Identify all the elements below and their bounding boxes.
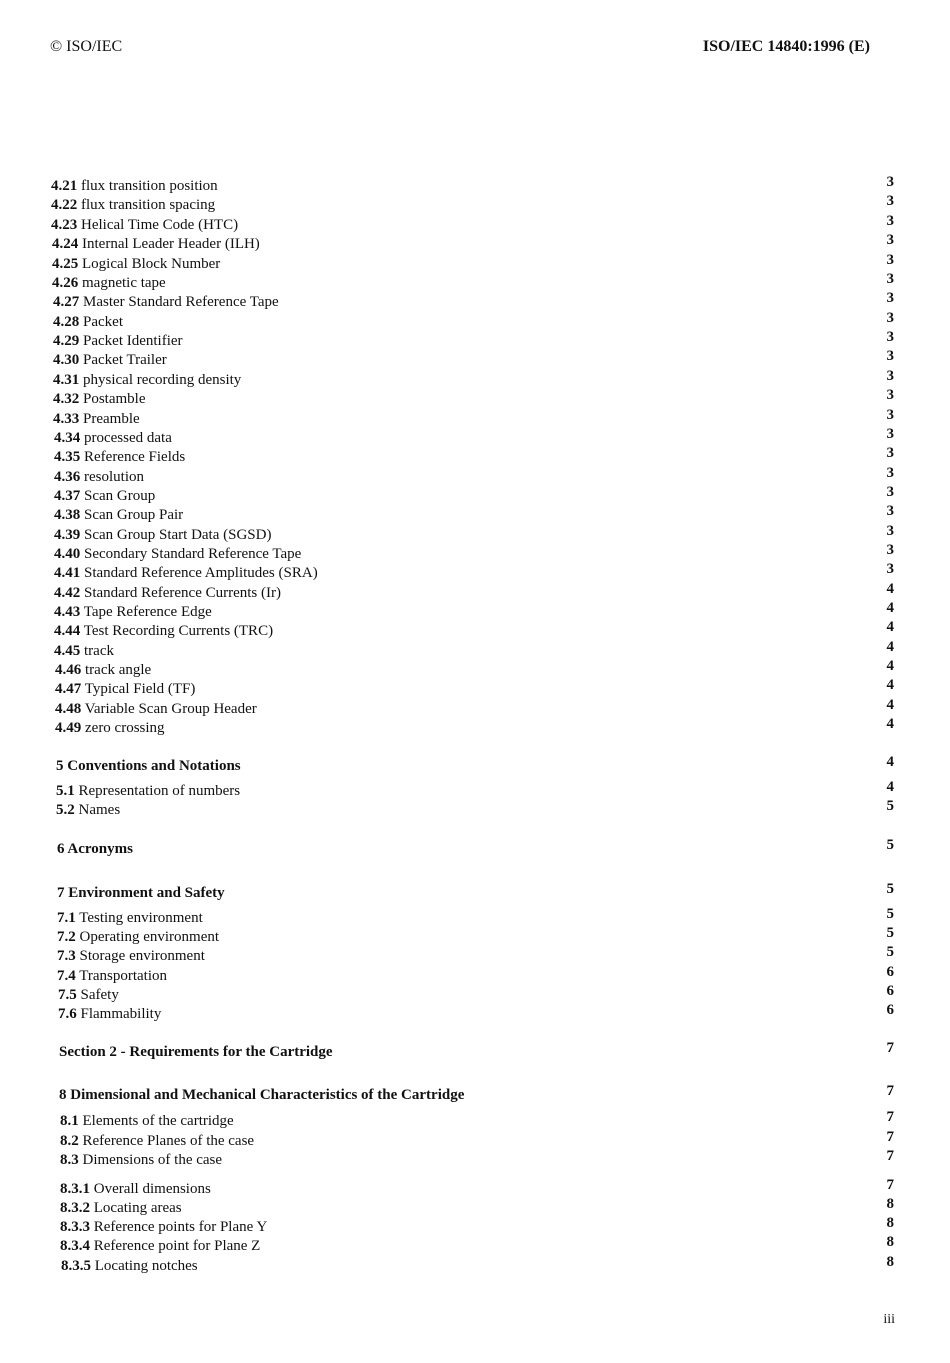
toc-entry-title: resolution <box>84 469 144 485</box>
toc-page-number: 8 <box>886 1254 894 1270</box>
toc-entry-number: 5.1 <box>56 783 75 799</box>
toc-entry <box>0 447 950 467</box>
toc-page-number: 4 <box>886 779 894 795</box>
toc-entry-label <box>54 525 271 545</box>
toc-entry-label <box>57 966 167 986</box>
toc-entry-label <box>55 660 151 680</box>
toc-heading-title: Section 2 - Requirements for the Cartridge <box>59 1044 333 1060</box>
toc-entry <box>0 800 950 820</box>
toc-entry-title: physical recording density <box>83 372 242 388</box>
toc-entry-number: 4.35 <box>54 449 81 465</box>
toc-entry-label <box>57 946 205 966</box>
toc-entry <box>0 602 950 622</box>
toc-entry-title: Overall dimensions <box>93 1181 211 1197</box>
toc-entry-title: track <box>84 643 114 659</box>
toc-entry-title: Standard Reference Currents (Ir) <box>84 585 281 601</box>
toc-entry-label <box>56 800 120 820</box>
toc-entry-title: Reference points for Plane Y <box>93 1219 268 1235</box>
toc-page-number: 5 <box>886 881 894 897</box>
toc-entry-number: 4.45 <box>54 643 81 659</box>
toc-page-number: 3 <box>886 503 894 519</box>
toc-entry-label <box>54 602 212 622</box>
toc-entry <box>0 1256 950 1276</box>
toc-entry <box>0 679 950 699</box>
toc-page-number: 3 <box>886 484 894 500</box>
toc-entry-number: 4.29 <box>53 333 80 349</box>
toc-entry <box>0 946 950 966</box>
toc-entry-label <box>60 1150 222 1170</box>
toc-entry-label <box>56 781 240 801</box>
toc-entry-number: 4.48 <box>55 701 82 717</box>
toc-entry-title: Dimensions of the case <box>82 1152 223 1168</box>
toc-entry-number: 8.3.1 <box>60 1181 90 1197</box>
toc-entry-title: Reference Planes of the case <box>82 1133 255 1149</box>
toc-heading <box>0 839 950 859</box>
toc-entry-label <box>58 985 119 1005</box>
toc-entry-label <box>53 389 146 409</box>
toc-entry-title: Preamble <box>83 411 140 427</box>
header-standard-id: ISO/IEC 14840:1996 (E) <box>702 38 870 55</box>
toc-entry <box>0 428 950 448</box>
toc-entry-label <box>61 1256 198 1276</box>
toc-page-number: 7 <box>886 1177 894 1193</box>
toc-page-number: 4 <box>886 581 894 597</box>
toc-entry-label <box>54 641 114 661</box>
toc-entry-title: Postamble <box>83 391 146 407</box>
toc-entry <box>0 467 950 487</box>
toc-entry-label <box>58 1004 161 1024</box>
toc-entry <box>0 273 950 293</box>
toc-page-number: 4 <box>886 619 894 635</box>
toc-entry-title: Safety <box>80 987 119 1003</box>
toc-entry <box>0 215 950 235</box>
toc-page-number: 4 <box>886 639 894 655</box>
toc-entry-label <box>53 292 279 312</box>
toc-entry-number: 4.28 <box>53 314 80 330</box>
toc-entry-title: processed data <box>84 430 172 446</box>
toc-entry-title: Standard Reference Amplitudes (SRA) <box>84 565 318 581</box>
toc-entry-number: 5.2 <box>56 802 75 818</box>
toc-entry <box>0 176 950 196</box>
toc-entry-number: 4.23 <box>51 217 78 233</box>
toc-page-number: 4 <box>886 697 894 713</box>
toc-page-number: 5 <box>886 798 894 814</box>
toc-entry-title: Transportation <box>79 968 168 984</box>
toc-entry <box>0 1111 950 1131</box>
toc-page-number: 3 <box>886 542 894 558</box>
toc-entry-label <box>60 1179 211 1199</box>
toc-entry-title: zero crossing <box>85 720 165 736</box>
toc-entry <box>0 1236 950 1256</box>
toc-entry-number: 4.31 <box>53 372 80 388</box>
toc-page-number: 3 <box>886 407 894 423</box>
toc-entry-title: Flammability <box>80 1006 162 1022</box>
toc-entry-label <box>54 563 318 583</box>
toc-entry-number: 8.3 <box>60 1152 79 1168</box>
toc-entry-number: 4.43 <box>54 604 81 620</box>
toc-entry-title: Tape Reference Edge <box>83 604 212 620</box>
toc-entry-number: 4.25 <box>52 256 79 272</box>
toc-page-number: 6 <box>886 964 894 980</box>
toc-page-number: 7 <box>886 1129 894 1145</box>
toc-heading <box>0 1085 950 1105</box>
toc-entry-label <box>54 486 155 506</box>
toc-entry-number: 4.36 <box>54 469 81 485</box>
toc-entry <box>0 234 950 254</box>
toc-entry <box>0 350 950 370</box>
toc-entry-label <box>60 1111 234 1131</box>
toc-entry-label <box>53 370 241 390</box>
toc-page-number: 5 <box>886 944 894 960</box>
toc-entry-number: 7.2 <box>57 929 76 945</box>
toc-entry <box>0 985 950 1005</box>
toc-entry-title: flux transition position <box>81 178 218 194</box>
toc-entry-label <box>54 621 273 641</box>
toc-entry-title: Elements of the cartridge <box>82 1113 234 1129</box>
toc-entry <box>0 1150 950 1170</box>
toc-page-number: 3 <box>886 426 894 442</box>
toc-heading-title: 6 Acronyms <box>57 841 133 857</box>
toc-entry-label <box>54 447 185 467</box>
toc-entry-label <box>53 331 183 351</box>
toc-entry <box>0 486 950 506</box>
toc-entry-title: Locating areas <box>93 1200 182 1216</box>
toc-entry-label <box>53 409 140 429</box>
toc-entry-title: Locating notches <box>94 1258 198 1274</box>
toc-entry-number: 4.47 <box>55 681 82 697</box>
toc-entry-label <box>54 583 281 603</box>
toc-entry-number: 4.49 <box>55 720 82 736</box>
toc-page-number: 3 <box>886 290 894 306</box>
toc-entry-number: 4.22 <box>51 197 78 213</box>
toc-entry <box>0 195 950 215</box>
toc-entry <box>0 927 950 947</box>
toc-heading <box>0 756 950 776</box>
toc-entry-title: Representation of numbers <box>78 783 241 799</box>
toc-entry-number: 4.37 <box>54 488 81 504</box>
header-copyright: © ISO/IEC <box>50 38 123 55</box>
toc-page-number: 3 <box>886 329 894 345</box>
toc-heading-title: 5 Conventions and Notations <box>56 758 241 774</box>
toc-entry-number: 4.33 <box>53 411 80 427</box>
toc-entry-number: 4.24 <box>52 236 79 252</box>
toc-entry <box>0 1004 950 1024</box>
toc-entry-number: 8.3.5 <box>61 1258 91 1274</box>
toc-entry-number: 4.32 <box>53 391 80 407</box>
toc-entry-title: Helical Time Code (HTC) <box>81 217 239 233</box>
toc-entry-label <box>54 544 301 564</box>
toc-page-number: 7 <box>886 1040 894 1056</box>
toc-entry-number: 4.26 <box>52 275 79 291</box>
toc-entry-title: Storage environment <box>79 948 205 964</box>
page-number: iii <box>883 1312 895 1327</box>
toc-entry-number: 7.4 <box>57 968 76 984</box>
toc-page-number: 7 <box>886 1148 894 1164</box>
toc-entry <box>0 389 950 409</box>
toc-entry-title: Scan Group Pair <box>84 507 184 523</box>
toc-entry-number: 8.3.2 <box>60 1200 90 1216</box>
toc-heading <box>0 883 950 903</box>
toc-entry-title: Internal Leader Header (ILH) <box>82 236 260 252</box>
toc-entry <box>0 370 950 390</box>
toc-entry <box>0 1198 950 1218</box>
toc-entry-label <box>60 1236 260 1256</box>
toc-entry-label <box>52 254 220 274</box>
toc-heading-title: 7 Environment and Safety <box>57 885 225 901</box>
toc-entry <box>0 641 950 661</box>
toc-entry-title: flux transition spacing <box>81 197 216 213</box>
toc-entry <box>0 505 950 525</box>
toc-page-number: 3 <box>886 310 894 326</box>
toc-entry <box>0 331 950 351</box>
toc-entry-title: magnetic tape <box>82 275 166 291</box>
toc-page-number: 3 <box>886 523 894 539</box>
toc-entry <box>0 583 950 603</box>
toc-page-number: 8 <box>886 1234 894 1250</box>
toc-entry-title: Test Recording Currents (TRC) <box>83 623 274 639</box>
toc-page-number: 3 <box>886 368 894 384</box>
toc-entry-label <box>55 718 165 738</box>
toc-page-number: 4 <box>886 754 894 770</box>
toc-entry-number: 4.44 <box>54 623 81 639</box>
toc-entry-number: 4.30 <box>53 352 80 368</box>
toc-entry-label <box>57 908 203 928</box>
toc-entry <box>0 1217 950 1237</box>
toc-page-number: 3 <box>886 174 894 190</box>
toc-page-number: 7 <box>886 1083 894 1099</box>
toc-entry-number: 4.41 <box>54 565 81 581</box>
toc-entry-label <box>54 428 172 448</box>
toc-entry-number: 8.1 <box>60 1113 79 1129</box>
toc-entry-number: 4.38 <box>54 507 81 523</box>
toc-entry-label <box>52 234 260 254</box>
toc-entry-number: 7.6 <box>58 1006 77 1022</box>
toc-page-number: 5 <box>886 837 894 853</box>
toc-page-number: 6 <box>886 983 894 999</box>
toc-entry <box>0 1131 950 1151</box>
toc-entry-number: 4.34 <box>54 430 81 446</box>
toc-entry-number: 4.39 <box>54 527 81 543</box>
toc-entry-title: Packet Trailer <box>83 352 167 368</box>
toc-entry-label <box>52 273 166 293</box>
toc-entry-title: Testing environment <box>79 910 203 926</box>
toc-entry-number: 8.2 <box>60 1133 79 1149</box>
toc-page-number: 5 <box>886 906 894 922</box>
toc-entry-title: Scan Group <box>84 488 156 504</box>
toc-entry-label <box>53 312 123 332</box>
toc-entry-label <box>51 176 218 196</box>
toc-entry-title: Scan Group Start Data (SGSD) <box>84 527 272 543</box>
toc-entry-title: track angle <box>85 662 152 678</box>
toc-entry-label <box>54 505 183 525</box>
toc-entry-label <box>57 927 219 947</box>
toc-entry-label <box>51 215 238 235</box>
toc-page-number: 3 <box>886 445 894 461</box>
toc-entry <box>0 908 950 928</box>
toc-entry-label <box>54 467 144 487</box>
toc-entry <box>0 544 950 564</box>
toc-entry-label <box>60 1217 267 1237</box>
toc-page-number: 3 <box>886 561 894 577</box>
toc-entry-title: Logical Block Number <box>82 256 221 272</box>
toc-entry-title: Packet <box>83 314 123 330</box>
toc-page-number: 3 <box>886 193 894 209</box>
toc-entry-number: 4.40 <box>54 546 81 562</box>
toc-entry <box>0 781 950 801</box>
toc-entry-title: Operating environment <box>79 929 220 945</box>
toc-entry <box>0 1179 950 1199</box>
toc-entry-label <box>60 1198 182 1218</box>
toc-entry-number: 8.3.4 <box>60 1238 90 1254</box>
toc-entry-label <box>53 350 167 370</box>
toc-entry <box>0 699 950 719</box>
toc-entry-title: Typical Field (TF) <box>84 681 196 697</box>
toc-entry-label <box>55 679 195 699</box>
toc-entry-number: 8.3.3 <box>60 1219 90 1235</box>
toc-entry <box>0 621 950 641</box>
toc-entry-number: 7.3 <box>57 948 76 964</box>
toc-heading-title: 8 Dimensional and Mechanical Characteristics of the Cartridge <box>59 1087 465 1103</box>
toc-page-number: 4 <box>886 658 894 674</box>
toc-entry-title: Reference Fields <box>84 449 186 465</box>
toc-entry-label <box>55 699 257 719</box>
toc-page-number: 3 <box>886 213 894 229</box>
toc-entry-title: Packet Identifier <box>83 333 183 349</box>
toc-entry <box>0 718 950 738</box>
toc-entry-label <box>51 195 215 215</box>
toc-page-number: 8 <box>886 1196 894 1212</box>
toc-page-number: 4 <box>886 716 894 732</box>
toc-entry-number: 4.27 <box>53 294 80 310</box>
toc-entry-number: 7.5 <box>58 987 77 1003</box>
toc-entry-label <box>60 1131 254 1151</box>
toc-entry-number: 4.21 <box>51 178 78 194</box>
toc-page-number: 5 <box>886 925 894 941</box>
toc-page-number: 3 <box>886 271 894 287</box>
toc-entry-number: 7.1 <box>57 910 76 926</box>
toc-page-number: 3 <box>886 252 894 268</box>
toc-entry <box>0 525 950 545</box>
toc-entry-title: Names <box>78 802 121 818</box>
toc-entry-number: 4.42 <box>54 585 81 601</box>
toc-page-number: 4 <box>886 677 894 693</box>
toc-heading <box>0 1042 950 1062</box>
toc-entry <box>0 292 950 312</box>
toc-entry <box>0 312 950 332</box>
toc-page-number: 8 <box>886 1215 894 1231</box>
toc-entry-title: Reference point for Plane Z <box>93 1238 261 1254</box>
toc-entry <box>0 254 950 274</box>
toc-entry <box>0 660 950 680</box>
toc-entry <box>0 409 950 429</box>
toc-entry <box>0 563 950 583</box>
toc-entry-title: Secondary Standard Reference Tape <box>84 546 302 562</box>
toc-page-number: 3 <box>886 348 894 364</box>
toc-page-number: 7 <box>886 1109 894 1125</box>
toc-entry <box>0 966 950 986</box>
toc-page-number: 3 <box>886 387 894 403</box>
toc-page-number: 6 <box>886 1002 894 1018</box>
toc-page-number: 3 <box>886 232 894 248</box>
toc-page-number: 4 <box>886 600 894 616</box>
toc-page-number: 3 <box>886 465 894 481</box>
toc-entry-title: Variable Scan Group Header <box>84 701 257 717</box>
toc-entry-title: Master Standard Reference Tape <box>83 294 279 310</box>
toc-entry-number: 4.46 <box>55 662 82 678</box>
